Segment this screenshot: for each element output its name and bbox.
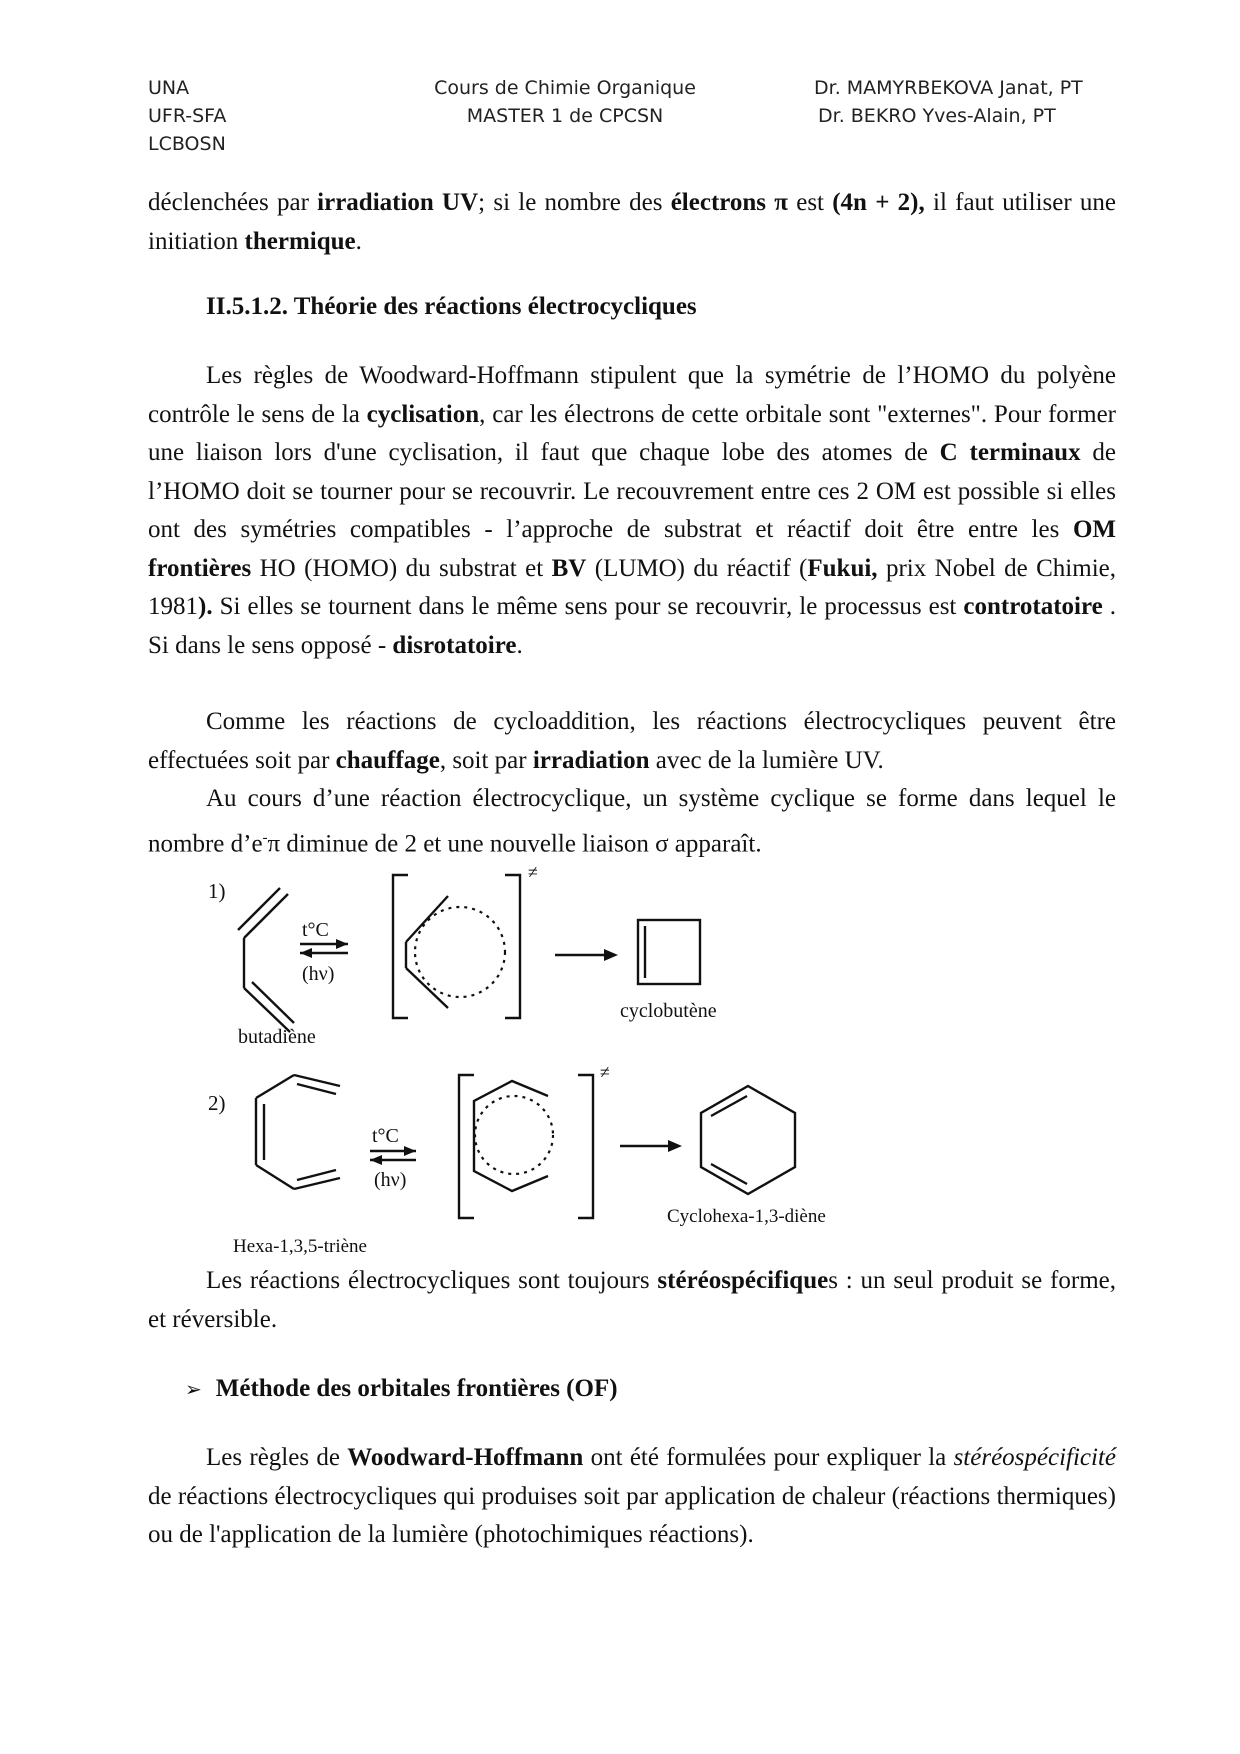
- bold-text: OM frontières: [148, 516, 1116, 582]
- reaction-1-condition-light: (hν): [302, 963, 335, 985]
- italic-text: stéréospécificité: [953, 1444, 1117, 1471]
- header-right: [814, 74, 1083, 130]
- text: Comme les réactions de cycloaddition, les réactions électrocycliques peuvent être effectuées soit par: [148, 708, 1116, 774]
- paragraph-woodward-hoffmann: [148, 357, 1116, 665]
- bullet-heading: [185, 1375, 618, 1403]
- text: il faut utiliser une initiation: [148, 189, 1116, 255]
- course-title: Cours de Chimie Organique: [434, 77, 696, 99]
- text: de réactions électrocycliques qui produises soit par application de chaleur (réactions thermiques) ou de l'application de la lumière (photochimiques réactions).: [148, 1482, 1116, 1548]
- text: .: [516, 631, 523, 659]
- text: , soit par: [439, 746, 533, 774]
- cyclohexadiene-structure: [701, 1086, 795, 1194]
- bold-text: irradiation: [532, 746, 650, 774]
- bold-text: ).: [198, 593, 213, 620]
- text: avec de la lumière UV.: [649, 746, 884, 774]
- bold-text: disrotatoire: [392, 631, 517, 659]
- bold-text: BV: [551, 554, 587, 582]
- reaction-1-arrow-icon: [555, 949, 618, 961]
- reaction-1-reactant-name: butadiène: [238, 1026, 316, 1048]
- reaction-2-condition-light: (hν): [374, 1169, 407, 1191]
- reaction-2-arrow-icon: [620, 1140, 682, 1152]
- bold-text: C terminaux: [939, 439, 1081, 466]
- text: ; si le nombre des: [478, 189, 671, 216]
- hexatriene-structure: [256, 1075, 340, 1189]
- transition-state-2-symbol: ≠: [600, 1062, 610, 1082]
- reaction-2-reactant-name: Hexa-1,3,5-triène: [233, 1236, 367, 1257]
- bold-text: électrons π: [670, 189, 788, 216]
- reaction-2-condition-heat: t°C: [372, 1125, 399, 1147]
- paragraph-conditions: [148, 703, 1116, 780]
- text: Les règles de Woodward-Hoffmann stipulent que la symétrie de l’HOMO du polyène contrôle le sens de la: [148, 362, 1116, 428]
- text: .: [355, 227, 362, 255]
- bold-text: irradiation UV: [317, 189, 479, 216]
- bold-text: Woodward-Hoffmann: [347, 1444, 584, 1471]
- reaction-1-number: 1): [208, 879, 226, 903]
- reaction-1-condition-heat: t°C: [302, 919, 329, 941]
- paragraph-stereospecific: [148, 1262, 1116, 1339]
- cyclobutene-structure: [638, 920, 700, 984]
- transition-state-1: [393, 875, 520, 1018]
- text: est: [787, 189, 833, 216]
- section-title: II.5.1.2. Théorie des réactions électrocycliques: [206, 293, 697, 320]
- arrow-bullet-icon: ➢: [185, 1377, 202, 1401]
- bold-text: stéréospécifique: [657, 1267, 829, 1294]
- text: Si elles se tournent dans le même sens pour se recouvrir, le processus est: [212, 593, 964, 620]
- text: π diminue de 2 et une nouvelle liaison σ apparaît.: [267, 829, 762, 857]
- text: Les réactions électrocycliques sont toujours: [206, 1267, 658, 1294]
- transition-state-1-symbol: ≠: [528, 862, 538, 882]
- bold-text: Fukui,: [807, 554, 878, 582]
- bold-text: thermique: [244, 227, 356, 255]
- equilibrium-arrows-icon: [370, 1146, 416, 1165]
- course-level: MASTER 1 de CPCSN: [466, 105, 664, 127]
- header-left-line: UNA: [148, 77, 190, 99]
- text: , car les électrons de cette orbitale sont "externes". Pour former une liaison lors d'une cyclisation, il faut que chaque lobe des atomes de: [148, 400, 1116, 466]
- reaction-1-product-name: cyclobutène: [620, 1000, 717, 1022]
- transition-state-2: [459, 1075, 593, 1218]
- text: . Si dans le sens opposé -: [148, 593, 1117, 659]
- text: de l’HOMO doit se tourner pour se recouvrir. Le recouvrement entre ces 2 OM est possible si elles ont des symétries compatibles - l’approche de substrat et réactif doit être entre les: [148, 439, 1116, 543]
- author-2: Dr. BEKRO Yves-Alain, PT: [818, 105, 1056, 127]
- bold-text: controtatoire: [963, 593, 1103, 620]
- paragraph-frontier-orbitals: [148, 1439, 1116, 1555]
- text: ont été formulées pour expliquer la: [583, 1444, 954, 1471]
- text: (LUMO) du réactif (: [586, 554, 808, 582]
- text: s : un seul produit se forme, et réversible.: [148, 1267, 1116, 1333]
- text: HO (HOMO) du substrat et: [251, 554, 552, 582]
- paragraph-intro: [148, 184, 1116, 261]
- text: prix Nobel de Chimie, 1981: [148, 554, 1116, 620]
- author-1: Dr. MAMYRBEKOVA Janat, PT: [814, 77, 1083, 99]
- bullet-heading-text: Méthode des orbitales frontières (OF): [215, 1375, 618, 1402]
- header-left-line: LCBOSN: [148, 133, 226, 155]
- header-left: [148, 74, 226, 158]
- bold-text: cyclisation: [366, 400, 480, 428]
- paragraph-sigma-bond: [148, 780, 1116, 863]
- reaction-2-number: 2): [208, 1091, 226, 1115]
- reaction-2-product-name: Cyclohexa-1,3-diène: [667, 1206, 826, 1227]
- superscript: -: [262, 829, 268, 846]
- equilibrium-arrows-icon: [300, 939, 348, 958]
- bold-text: chauffage: [335, 746, 440, 774]
- text: Les règles de: [206, 1444, 348, 1471]
- text: Au cours d’une réaction électrocyclique, un système cyclique se forme dans lequel le nombre d’e: [148, 785, 1116, 857]
- header-left-line: UFR-SFA: [148, 105, 227, 127]
- reaction-scheme: [0, 860, 1240, 1270]
- text: déclenchées par: [148, 189, 318, 216]
- butadiene-structure: [238, 888, 294, 1032]
- header-center: [400, 74, 730, 130]
- bold-text: (4n + 2),: [832, 189, 925, 216]
